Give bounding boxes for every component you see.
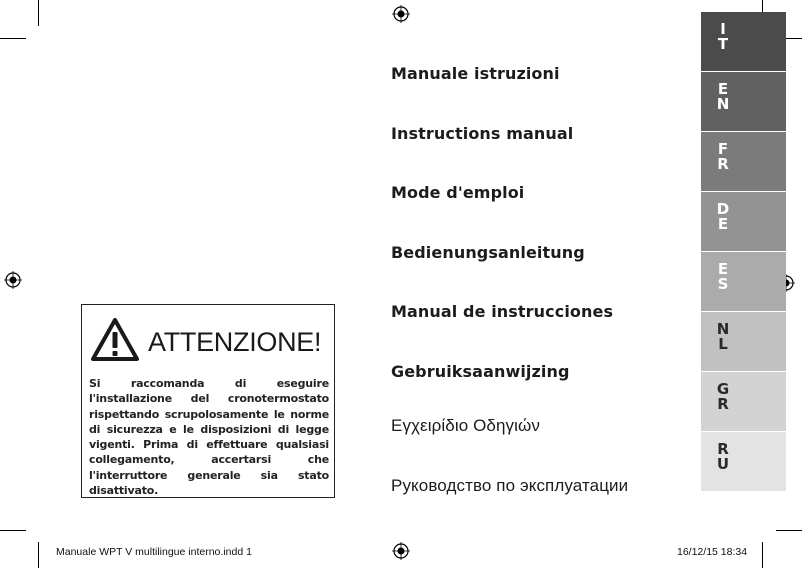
language-tab-it — [701, 12, 786, 72]
manual-title-de: Bedienungsanleitung — [391, 243, 585, 262]
language-tabs — [701, 12, 786, 492]
language-tab-code: GR — [716, 380, 730, 413]
crop-mark — [38, 542, 39, 568]
crop-mark — [0, 38, 26, 39]
language-tab-fr — [701, 132, 786, 192]
registration-mark-icon — [392, 542, 410, 560]
crop-mark — [38, 0, 39, 26]
manual-title-es: Manual de instrucciones — [391, 302, 614, 321]
registration-mark-icon — [4, 271, 22, 289]
language-tab-code: FR — [717, 140, 729, 173]
warning-title: ATTENZIONE! — [148, 327, 322, 357]
manual-title-nl: Gebruiksaanwijzing — [391, 362, 570, 381]
crop-mark — [0, 530, 26, 531]
manual-title-ru: Руководство по эксплуатации — [391, 476, 629, 495]
crop-mark — [776, 530, 802, 531]
language-tab-en — [701, 72, 786, 132]
language-tab-code: EN — [716, 80, 730, 113]
language-tab-nl — [701, 312, 786, 372]
language-tab-code: ES — [717, 260, 729, 293]
manual-title-gr: Εγχειρίδιο Οδηγιών — [391, 416, 540, 435]
manual-title-fr: Mode d'emploi — [391, 183, 525, 202]
language-tab-code: DE — [716, 200, 730, 233]
manual-title-en: Instructions manual — [391, 124, 574, 143]
language-tab-ru — [701, 432, 786, 492]
language-tab-es — [701, 252, 786, 312]
warning-box — [81, 304, 335, 498]
crop-mark — [762, 542, 763, 568]
language-tab-de — [701, 192, 786, 252]
language-tab-gr — [701, 372, 786, 432]
slug-filename: Manuale WPT V multilingue interno.indd 1 — [56, 546, 252, 558]
language-tab-code: RU — [716, 440, 730, 473]
registration-mark-icon — [392, 5, 410, 23]
language-tab-code: NL — [716, 320, 730, 353]
warning-triangle-icon — [90, 317, 140, 362]
manual-title-it: Manuale istruzioni — [391, 64, 560, 83]
slug-datetime: 16/12/15 18:34 — [677, 546, 748, 558]
language-tab-code: IT — [717, 20, 729, 53]
warning-text: Si raccomanda di eseguire l'installazione del cronotermostato rispettando scrupolosamente le norme di sicurezza e le disposizioni di legge vigenti. Prima di effettuare qualsiasi collegamento, accertarsi che l'interruttore generale sia stato disattivato. — [89, 377, 329, 498]
